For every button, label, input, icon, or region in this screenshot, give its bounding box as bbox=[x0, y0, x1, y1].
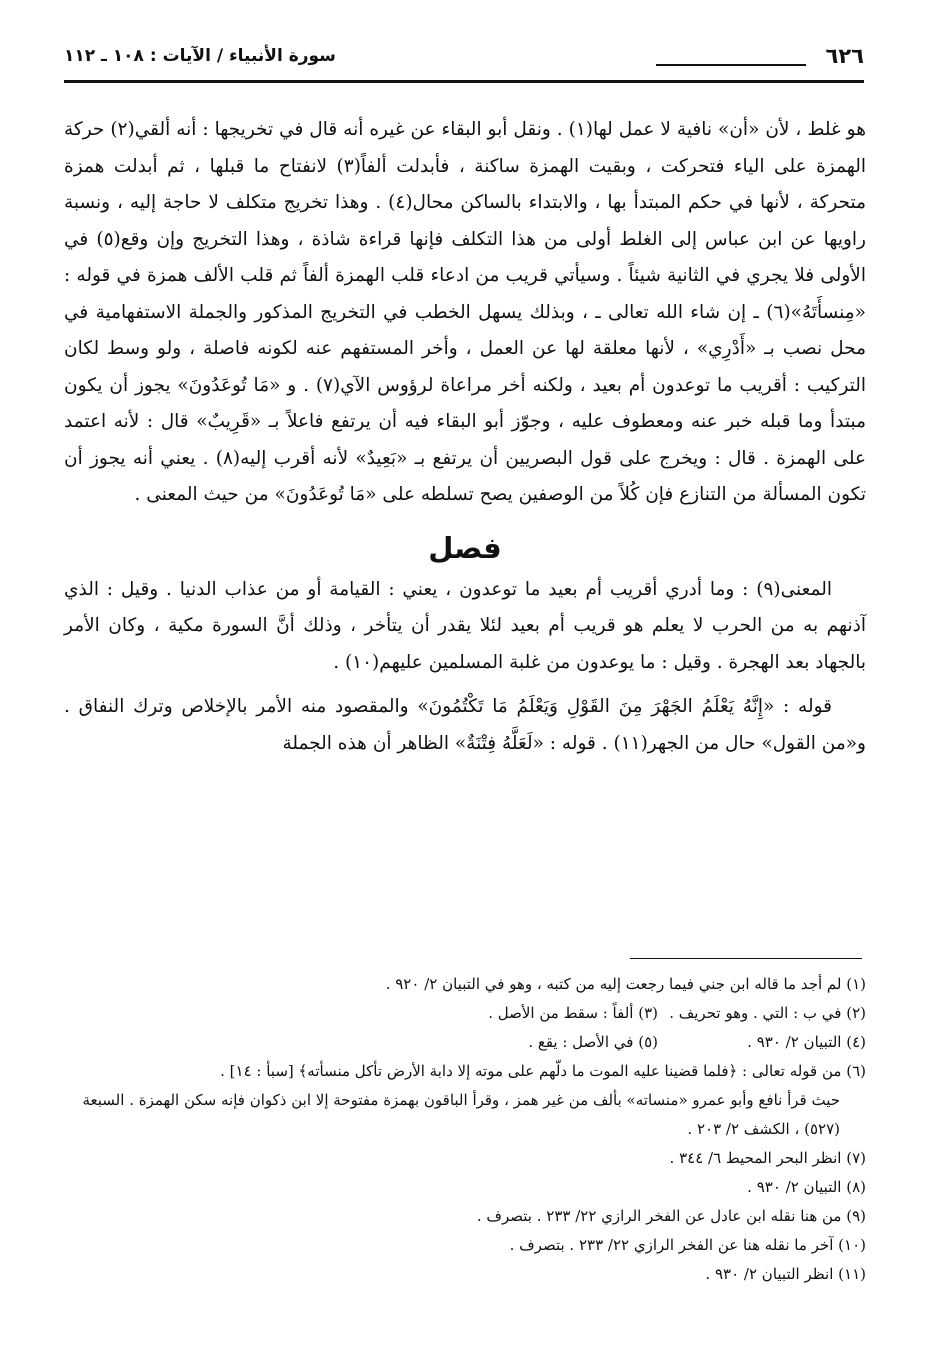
footnote-6 bbox=[64, 1057, 866, 1144]
footnote-4: (٤) التبيان ٢/ ٩٣٠ . bbox=[747, 1033, 866, 1051]
footnote-8: (٨) التبيان ٢/ ٩٣٠ . bbox=[747, 1178, 866, 1196]
footnote-rule bbox=[630, 958, 862, 959]
footnote-row bbox=[64, 1028, 866, 1057]
main-text bbox=[64, 112, 866, 762]
footnotes bbox=[64, 970, 866, 1289]
footnote-3: (٣) ألفاً : سقط من الأصل . bbox=[488, 1004, 658, 1022]
running-title: سورة الأنبياء / الآيات : ١٠٨ ـ ١١٢ bbox=[64, 46, 336, 66]
footnote-9: (٩) من هنا نقله ابن عادل عن الفخر الرازي ٢٢/ ٢٣٣ . بتصرف . bbox=[476, 1207, 866, 1225]
footnote-7: (٧) انظر البحر المحيط ٦/ ٣٤٤ . bbox=[669, 1149, 866, 1167]
footnote-10: (١٠) آخر ما نقله هنا عن الفخر الرازي ٢٢/ ٢٣٣ . بتصرف . bbox=[509, 1236, 866, 1254]
footnote-2: (٢) في ب : التي . وهو تحريف . bbox=[669, 1004, 866, 1022]
footnote-6-line-2: حيث قرأ نافع وأبو عمرو «منساته» بألف من غير همز ، وقرأ الباقون بهمزة مفتوحة إلا ابن ذكوان فإنه سكن الهمزة . السبعة (٥٢٧) ، الكشف ٢/ ٢٠٣ . bbox=[82, 1091, 840, 1138]
footnote-11: (١١) انظر التبيان ٢/ ٩٣٠ . bbox=[705, 1265, 866, 1283]
footnote-6-line-1: (٦) من قوله تعالى : ﴿فلما قضينا عليه الموت ما دلّهم على موته إلا دابة الأرض تأكل منسأته﴾ [سبأ : ١٤] . bbox=[220, 1062, 866, 1080]
paragraph: قوله : «إِنَّهُ يَعْلَمُ الجَهْرَ مِنَ القَوْلِ وَيَعْلَمُ مَا تَكْتُمُونَ» والمقصود منه الأمر بالإخلاص وترك النفاق . و«من القول» حال من الجهر(١١) . قوله : «لَعَلَّهُ فِتْنَةٌ» الظاهر أن هذه الجملة bbox=[64, 696, 866, 754]
footnote-5: (٥) في الأصل : يقع . bbox=[528, 1033, 658, 1051]
footnote-1: (١) لم أجد ما قاله ابن جني فيما رجعت إليه من كتبه ، وهو في التبيان ٢/ ٩٢٠ . bbox=[385, 975, 866, 993]
paragraph: المعنى(٩) : وما أدري أقريب أم بعيد ما توعدون ، يعني : القيامة أو من عذاب الدنيا . وقيل : الذي آذنهم به من الحرب لا يعلم هو قريب أم بعيد لئلا يقدر أن يتأخر ، وذلك أنَّ السورة مكية ، وكان الأمر بالجهاد بعد الهجرة . وقيل : ما يوعدون من غلبة المسلمين عليهم(١٠) . bbox=[64, 578, 866, 673]
footnote-row bbox=[64, 999, 866, 1028]
page-header bbox=[64, 40, 864, 83]
paragraph: هو غلط ، لأن «أن» نافية لا عمل لها(١) . ونقل أبو البقاء عن غيره أنه قال في تخريجها : أنه ألقي(٢) حركة الهمزة على الياء فتحركت ، وبقيت الهمزة ساكنة ، فأبدلت ألفاً(٣) لانفتاح ما قبلها ، ثم أبدلت همزة متحركة ، لأنها في حكم المبتدأ بها ، والابتداء بالساكن محال(٤) . وهذا تخريج متكلف لا حاجة إليه ، ونسبة راويها عن ابن عباس إلى الغلط أولى من هذا التكلف فإنها قراءة شاذة ، وهذا التخريج وإن وقع(٥) في الأولى فلا يجري في الثانية شيئاً . وسيأتي قريب من ادعاء قلب الهمزة ألفاً ثم قلب الألف همزة في قوله : «مِنسأَتَهُ»(٦) ـ إن شاء الله تعالى ـ ، وبذلك يسهل الخطب في التخريج المذكور والجملة الاستفهامية في محل نصب بـ «أَدْرِي» ، لأنها معلقة لها عن العمل ، وأخر المستفهم عنه لكونه فاصلة ، ولو وسط لكان التركيب : أقريب ما توعدون أم بعيد ، ولكنه أخر مراعاة لرؤوس الآي(٧) . و «مَا تُوعَدُونَ» يجوز أن يكون مبتدأ وما قبله خبر عنه ومعطوف عليه ، وجوّز أبو البقاء فيه أن يرتفع فاعلاً بـ «قَرِيبٌ» قال : لأنه اعتمد على الهمزة . قال : ويخرج على قول البصريين أن يرتفع بـ «بَعِيدٌ» لأنه أقرب إليه(٨) . يعني أنه يجوز أن تكون المسألة من التنازع فإن كُلاً من الوصفين يصح تسلطه على «مَا تُوعَدُونَ» من حيث المعنى . bbox=[64, 119, 867, 505]
page-number: ٦٢٦ bbox=[825, 44, 864, 68]
section-heading: فصل bbox=[428, 530, 502, 565]
header-rule bbox=[656, 64, 806, 66]
